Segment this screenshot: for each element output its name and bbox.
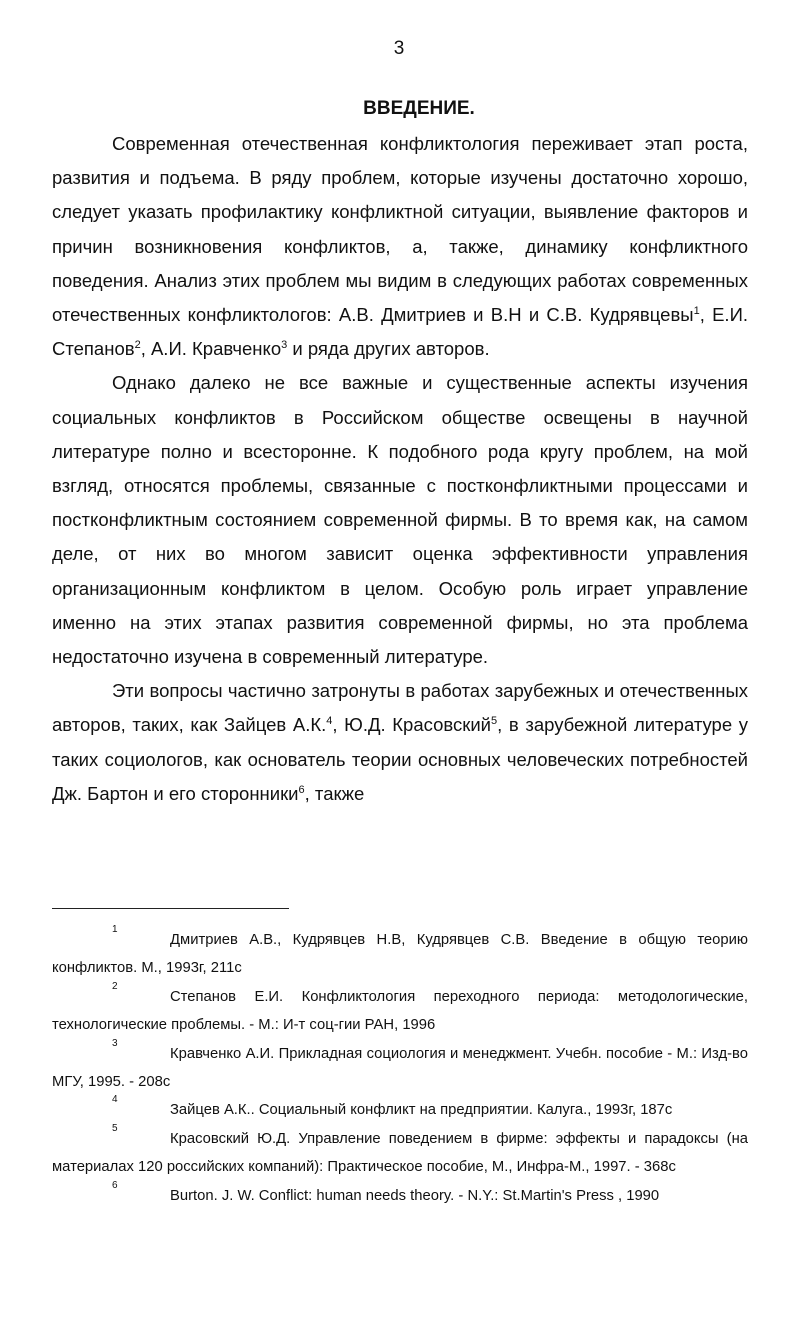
footnote-ref-6: 6 <box>298 783 305 796</box>
footnote-text: Степанов Е.И. Конфликтология переходного периода: методологические, технологические проблемы. - М.: И-т соц-гии РАН, 1996 <box>52 988 748 1034</box>
paragraph-3-text-4: , также <box>304 782 365 804</box>
footnote-number: 6 <box>112 1179 118 1191</box>
paragraph-2 <box>52 366 748 674</box>
footnote-6 <box>52 1179 748 1210</box>
footnotes <box>52 926 748 1210</box>
footnote-ref-2: 2 <box>134 339 141 352</box>
footnote-ref-4: 4 <box>326 715 333 728</box>
footnote-number: 5 <box>112 1122 118 1134</box>
footnote-number: 4 <box>112 1094 118 1106</box>
section-title: ВВЕДЕНИЕ. <box>363 98 475 119</box>
paragraph-3 <box>52 674 748 811</box>
footnote-2 <box>52 980 748 1040</box>
footnote-text: Кравченко А.И. Прикладная социология и менеджмент. Учебн. пособие - М.: Изд-во МГУ, 1995. - 208с <box>52 1045 748 1091</box>
paragraph-1 <box>52 127 748 366</box>
footnote-4 <box>52 1096 748 1124</box>
footnote-number: 2 <box>112 980 118 992</box>
body-text <box>52 127 748 811</box>
paragraph-2-text: Однако далеко не все важные и существенные аспекты изучения социальных конфликтов в Российском обществе освещены в научной литературе полно и всесторонне. К подобного рода кругу проблем, на мой взгляд, относятся проблемы, связанные с постконфликтными процессами и постконфликтным состоянием современной фирмы. В то время как, на самом деле, от них во многом зависит оценка эффективности управления организационным конфликтом в целом. Особую роль играет управление именно на этих этапах развития современной фирмы, но эта проблема недостаточно изучена в современный литературе. <box>52 372 748 668</box>
footnote-text: Зайцев А.К.. Социальный конфликт на предприятии. Калуга., 1993г, 187с <box>170 1102 673 1119</box>
paragraph-3-text-3: , в зарубежной литературе у таких социологов, как основатель теории основных человеческих потребностей Дж. Бартон и его сторонники <box>52 714 748 804</box>
paragraph-1-text-2: , Е.И. Степанов <box>52 304 749 360</box>
footnote-1 <box>52 926 748 983</box>
footnote-ref-1: 1 <box>693 305 700 318</box>
footnote-text: Дмитриев А.В., Кудрявцев Н.В, Кудрявцев С.В. Введение в общую теорию конфликтов. М., 1993г, 211с <box>52 932 748 977</box>
paragraph-1-text-3: , А.И. Кравченко <box>140 338 282 360</box>
footnote-number: 3 <box>112 1037 118 1049</box>
paragraph-1-text: Современная отечественная конфликтология переживает этап роста, развития и подъема. В ряду проблем, которые изучены достаточно хорошо, следует указать профилактику конфликтной ситуации, выявление факторов и причин возникновения конфликтов, а, также, динамику конфликтного поведения. Анализ этих проблем мы видим в следующих работах современных отечественных конфликтологов: А.В. Дмитриев и В.Н и С.В. Кудрявцевы <box>52 133 748 326</box>
footnote-text: Burton. J. W. Conflict: human needs theory. - N.Y.: St.Martin's Press , 1990 <box>170 1187 660 1204</box>
footnote-text: Красовский Ю.Д. Управление поведением в фирме: эффекты и парадоксы (на материалах 120 российских компаний): Практическое пособие, М., Инфра-М., 1997. - 368с <box>52 1130 748 1176</box>
footnote-ref-3: 3 <box>281 339 288 352</box>
paragraph-1-text-4: и ряда других авторов. <box>287 338 490 360</box>
paragraph-3-text-2: , Ю.Д. Красовский <box>332 714 492 736</box>
footnote-5 <box>52 1122 748 1182</box>
footnote-separator <box>52 908 289 909</box>
footnote-ref-5: 5 <box>491 715 498 728</box>
paragraph-3-text: Эти вопросы частично затронуты в работах зарубежных и отечественных авторов, таких, как Зайцев А.К. <box>52 680 748 736</box>
page-number: 3 <box>393 38 405 59</box>
footnote-number: 1 <box>112 924 118 935</box>
footnote-3 <box>52 1037 748 1097</box>
